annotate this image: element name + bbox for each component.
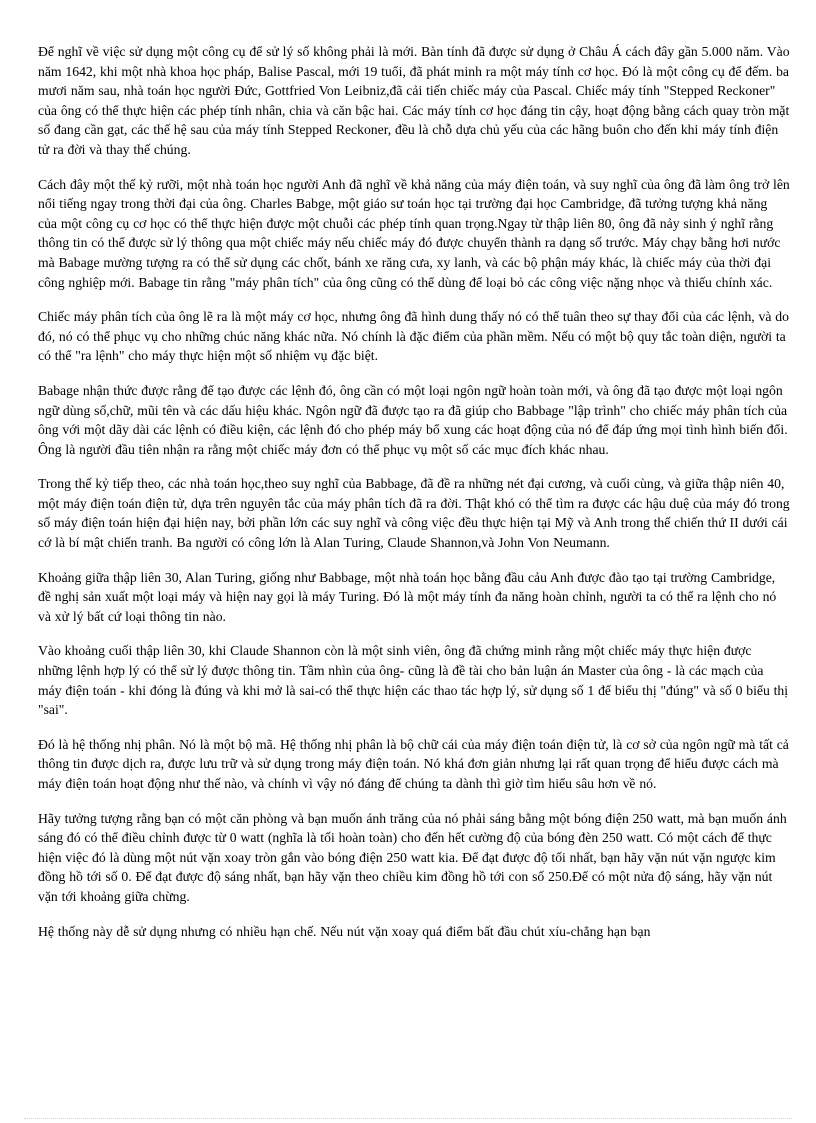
page-bottom-divider <box>24 1118 792 1119</box>
paragraph-shannon-logic: Vào khoảng cuối thập liên 30, khi Claude Shannon còn là một sinh viên, ông đã chứng minh rằng một chiếc máy thực hiện được những lệnh hợp lý có thể sử lý được thông tin. Tầm nhìn của ông- cũng là đề tài cho bản luận án Master của ông - là các mạch của máy điện toán - khi đóng là đúng và khi mở là sai-có thể thực hiện các thao tác hợp lý, sử dụng số 1 để biểu thị "đúng" và số 0 biểu thị "sai". <box>38 643 789 718</box>
paragraph-binary-system: Đó là hệ thống nhị phân. Nó là một bộ mã. Hệ thống nhị phân là bộ chữ cái của máy điện toán điện tử, là cơ sở của ngôn ngữ mà tất cả thông tin được dịch ra, được lưu trữ và sử dụng trong máy điện toán. Nó khá đơn giản nhưng lại rất quan trọng để hiểu được cách mà máy điện toán hoạt động như thế nào, và chính vì vậy nó đáng để chúng ta dành thì giờ tìm hiểu sâu hơn về nó. <box>38 736 789 791</box>
paragraph-dimmer-analogy: Hãy tưởng tượng rằng bạn có một căn phòng và bạn muốn ánh trăng của nó phải sáng bằng một bóng điện 250 watt, mà bạn muốn ánh sáng đó có thể điều chỉnh được từ 0 watt (nghĩa là tối hoàn toàn) cho đến hết cường độ của bóng đèn 250 watt. Có một cách để thực hiện việc đó là dùng một nút vặn xoay tròn gắn vào bóng điện 250 watt kia. Để đạt được độ tối nhất, bạn hãy vặn nút vặn ngược kim đồng hồ tới số 0. Để đạt được độ sáng nhất, bạn hãy vặn theo chiều kim đồng hồ tới con số 250.Để có một nửa độ sáng, hãy vặn nút vặn tới khoảng giữa chừng. <box>38 810 787 904</box>
document-body <box>38 42 790 956</box>
paragraph-turing-machine: Khoảng giữa thập liên 30, Alan Turing, giống như Babbage, một nhà toán học bằng đầu cảu Anh được đào tạo tại trường Cambridge, đề nghị sản xuất một loại máy và hiện nay gọi là máy Turing. Đó là một máy tính đa năng hoàn chỉnh, người ta có thể ra lệnh cho nó và xử lý bất cứ loại thông tin nào. <box>38 569 777 624</box>
paragraph-electronic-computer: Trong thế kỷ tiếp theo, các nhà toán học,theo suy nghĩ của Babbage, đã đề ra những nét đại cương, và cuối cùng, và giữa thập niên 40, một máy điện toán điện tử, dựa trên nguyên tắc của máy phân tích đã ra đời. Thật khó có thể tìm ra được các hậu duệ của máy đó trong số máy điện toán hiện đại hiện nay, bởi phần lớn các suy nghĩ và công việc đều thực hiện tại Mỹ và Anh trong thế chiến thứ II dưới cái cớ là bí mật chiến tranh. Ba người có công lớn là Alan Turing, Claude Shannon,và John Von Neumann. <box>38 476 790 551</box>
paragraph-babbage-analytical-engine: Cách đây một thế kỷ rưỡi, một nhà toán học người Anh đã nghĩ về khả năng của máy điện toán, và suy nghĩ của ông đã làm ông trở lên nổi tiếng ngay trong thời đại của ông. Charles Babge, một giáo sư toán học tại trường đại học Cambridge, đã tưởng tượng khả năng của một công cụ cơ học có thể thực hiện được một chuỗi các phép tính quan trọng.Ngay từ thập liên 80, ông đã nảy sinh ý nghĩ rằng thông tin có thể được sử lý thông qua một chiếc máy nếu chiếc máy đó được chuyển thành ra dạng số trước. Máy chạy bằng hơi nước mà Babage mường tượng ra có thể sử dụng các chốt, bánh xe răng cưa, xy lanh, và các bộ phận máy khác, là chiếc máy của thời đại công nghiệp mới. Babage tin rằng "máy phân tích" của ông cũng có thể dùng để loại bỏ các công việc nặng nhọc và thiếu chính xác. <box>38 176 790 290</box>
paragraph-software-concept: Chiếc máy phân tích của ông lẽ ra là một máy cơ học, nhưng ông đã hình dung thấy nó có thể tuân theo sự thay đổi của các lệnh, và do đó, nó có thể phục vụ cho những chúc năng khác nữa. Nó chính là đặc điểm của phần mềm. Nếu có một bộ quy tắc toàn diện, người ta có thể "ra lệnh" cho máy thực hiện một số nhiệm vụ đặc biệt. <box>38 309 789 364</box>
paragraph-programming-language: Babage nhận thức được rằng để tạo được các lệnh đó, ông cần có một loại ngôn ngữ hoàn toàn mới, và ông đã tạo được một loại ngôn ngữ dùng số,chữ, mũi tên và các dấu hiệu khác. Ngôn ngữ đã được tạo ra đã giúp cho Babbage "lập trình" cho chiếc máy phân tích của ông với một dãy dài các lệnh có điều kiện, các lệnh đó cho phép máy bổ xung các hoạt động của nó để đáp ứng mọi tình hình biến đổi. Ông là người đầu tiên nhận ra rằng một chiếc máy đơn có thể phục vụ một số các mục đích khác nhau. <box>38 382 788 457</box>
paragraph-calculating-history: Để nghĩ về việc sử dụng một công cụ để sử lý số không phải là mới. Bàn tính đã được sử dụng ở Châu Á cách đây gần 5.000 năm. Vào năm 1642, khi một nhà khoa học pháp, Balise Pascal, mới 19 tuổi, đã phát minh ra một máy tính cơ học. Đó là một công cụ để đếm. ba mươi năm sau, nhà toán học người Đức, Gottfried Von Leibniz,đã cải tiến chiếc máy của Pascal. Chiếc máy tính "Stepped Reckoner" của ông có thể thực hiện các phép tính nhân, chia và căn bậc hai. Các máy tính cơ học đáng tin cậy, hoạt động bằng cách quay tròn mặt số đang cần gạt, các thế hệ sau của máy tính Stepped Reckoner, đều là chỗ dựa chủ yếu của các hãng buôn cho đến khi máy tính điện tử ra đời và thay thế chúng. <box>38 44 790 157</box>
paragraph-dimmer-limitations: Hệ thống này dễ sử dụng nhưng có nhiều hạn chế. Nếu nút vặn xoay quá điểm bất đầu chút xíu-chẳng hạn bạn <box>38 923 651 939</box>
